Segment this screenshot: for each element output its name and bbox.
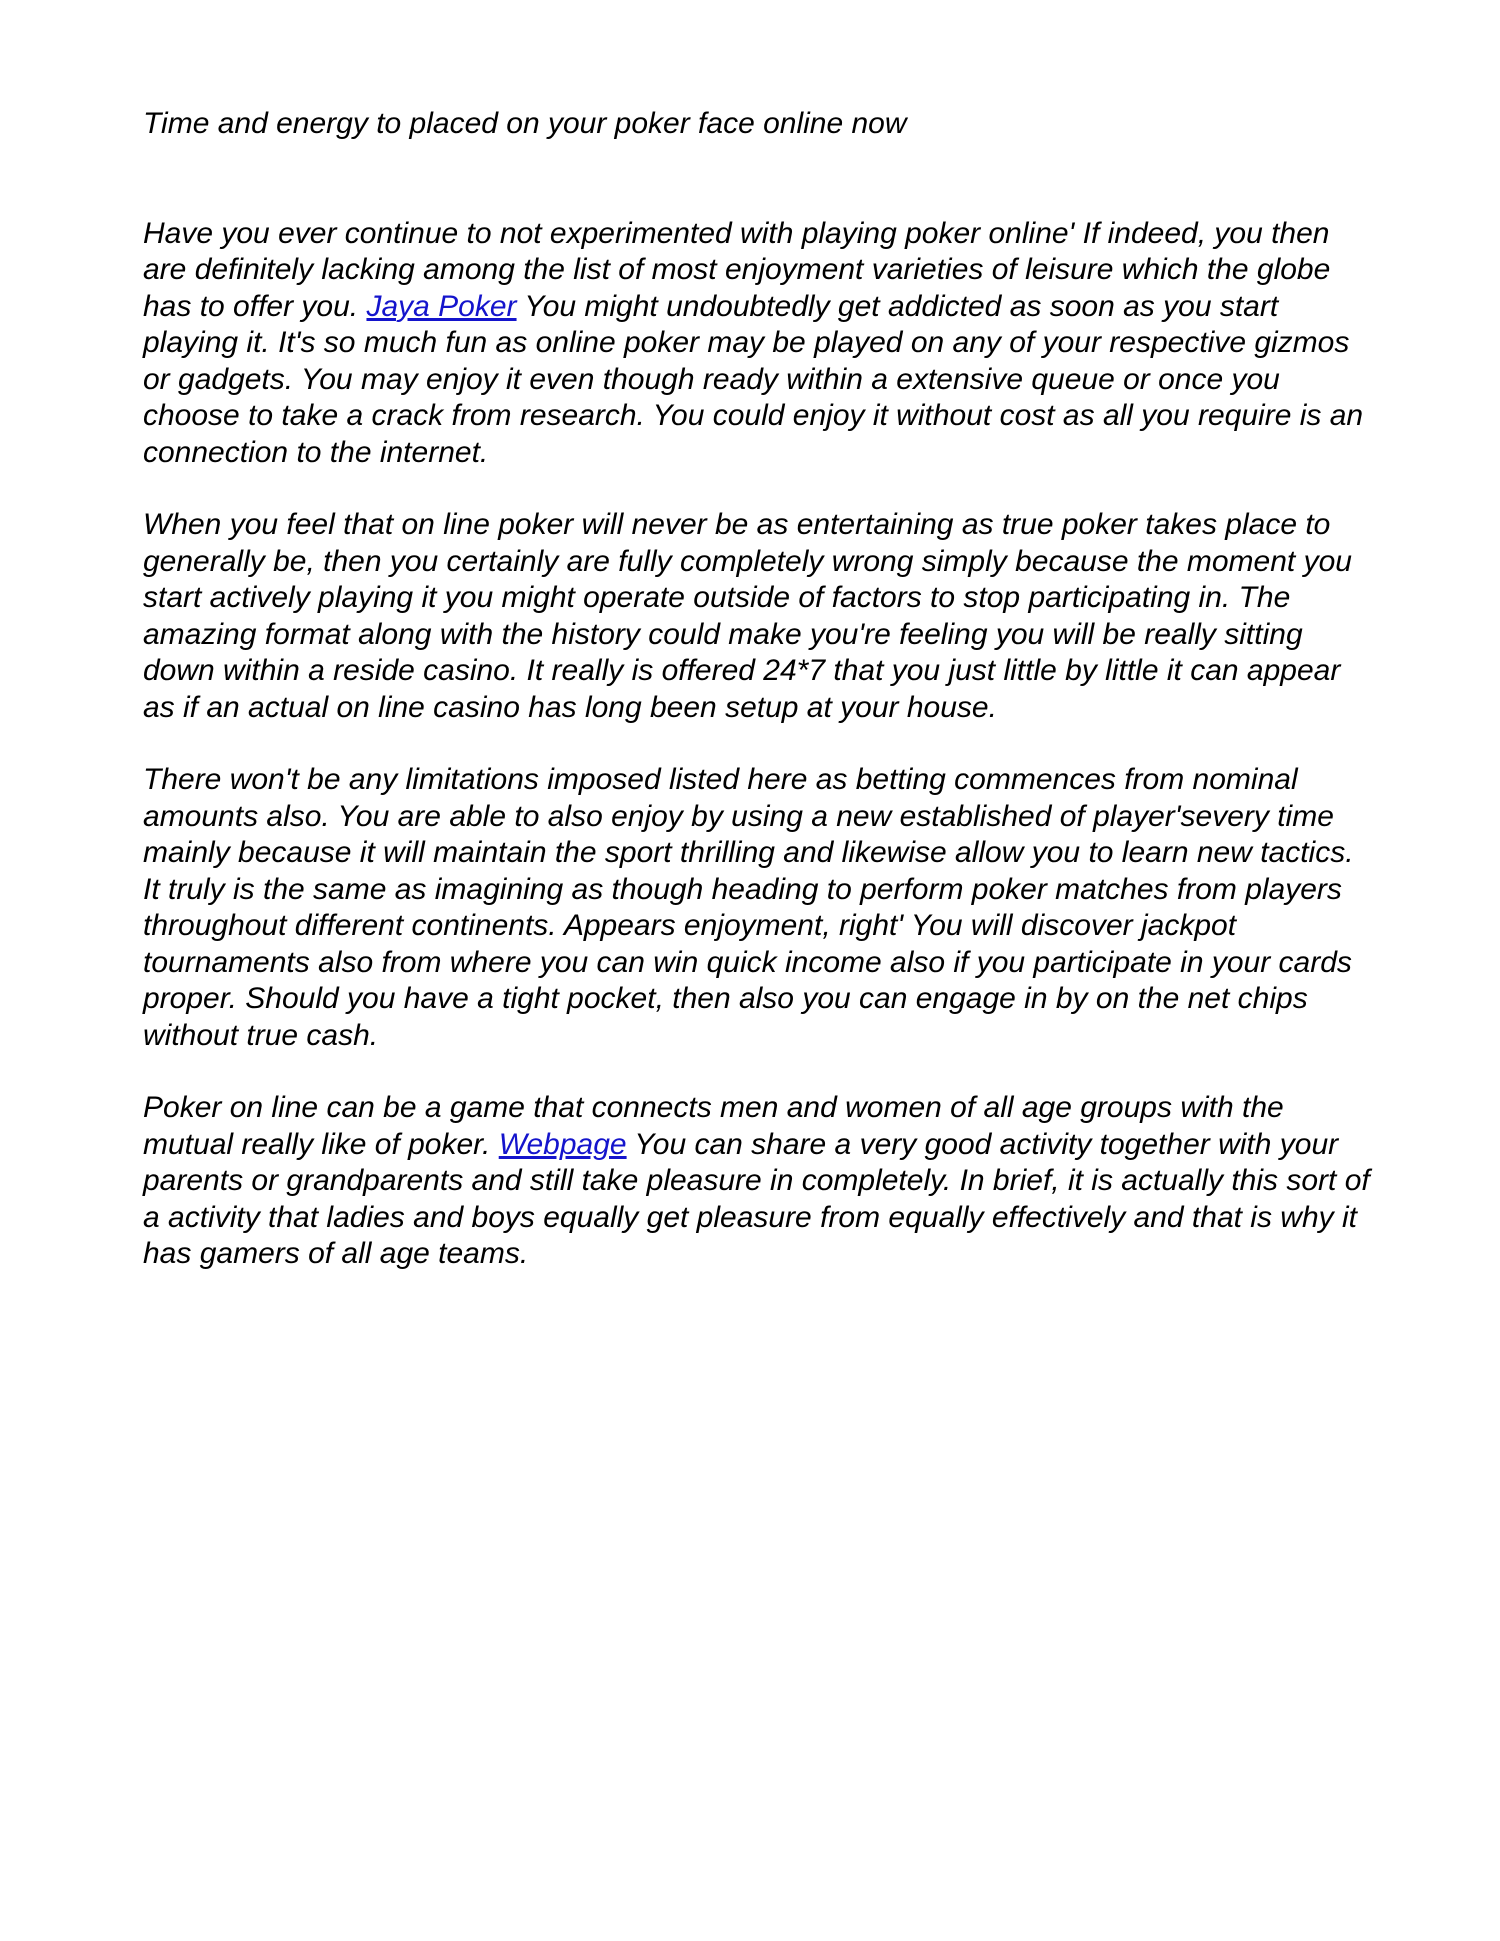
paragraph-text: Poker on line can be a game that connects men and women of all age groups with the mutual really like of poker.: [143, 1091, 1284, 1161]
jaya-poker-link[interactable]: Jaya Poker: [366, 289, 517, 323]
webpage-link[interactable]: Webpage: [498, 1127, 627, 1161]
paragraph-intro: [143, 216, 1375, 472]
paragraph-text: There won't be any limitations imposed listed here as betting commences from nominal amounts also. You are able to also enjoy by using a new established of player'severy time mainly because it will maintain the sport thrilling and likewise allow you to learn new tactics. It truly is the same as imagining as though heading to perform poker matches from players throughout different continents. Appears enjoyment, right' You will discover jackpot tournaments also from where you can win quick income also if you participate in your cards proper. Should you have a tight pocket, then also you can engage in by on the net chips without true cash.: [143, 763, 1354, 1052]
paragraph-text: Have you ever continue to not experimented with playing poker online' If indeed, you then are definitely lacking among the list of most enjoyment varieties of leisure which the globe has to offer you.: [143, 216, 1331, 323]
document-title: Time and energy to placed on your poker face online now: [143, 107, 907, 140]
paragraph-limitations: [143, 762, 1375, 1054]
paragraph-text: When you feel that on line poker will never be as entertaining as true poker takes place to generally be, then you certainly are fully completely wrong simply because the moment you start actively playing it you might operate outside of factors to stop participating in. The amazing format along with the history could make you're feeling you will be really sitting down within a reside casino. It really is offered 24*7 that you just little by little it can appear as if an actual on line casino has long been setup at your house.: [143, 508, 1352, 724]
document-body: [143, 106, 1375, 1273]
paragraph-text: You can share a very good activity together with your parents or grandparents and still take pleasure in completely. In brief, it is actually this sort of a activity that ladies and boys equally get pleasure from equally effectively and that is why it has gamers of all age teams.: [143, 1127, 1370, 1270]
paragraph-text: You might undoubtedly get addicted as soon as you start playing it. It's so much fun as online poker may be played on any of your respective gizmos or gadgets. You may enjoy it even though ready within a extensive queue or once you choose to take a crack from research. You could enjoy it without cost as all you require is an connection to the internet.: [143, 289, 1364, 469]
paragraph-entertaining: [143, 507, 1375, 726]
paragraph-all-ages: [143, 1090, 1375, 1273]
